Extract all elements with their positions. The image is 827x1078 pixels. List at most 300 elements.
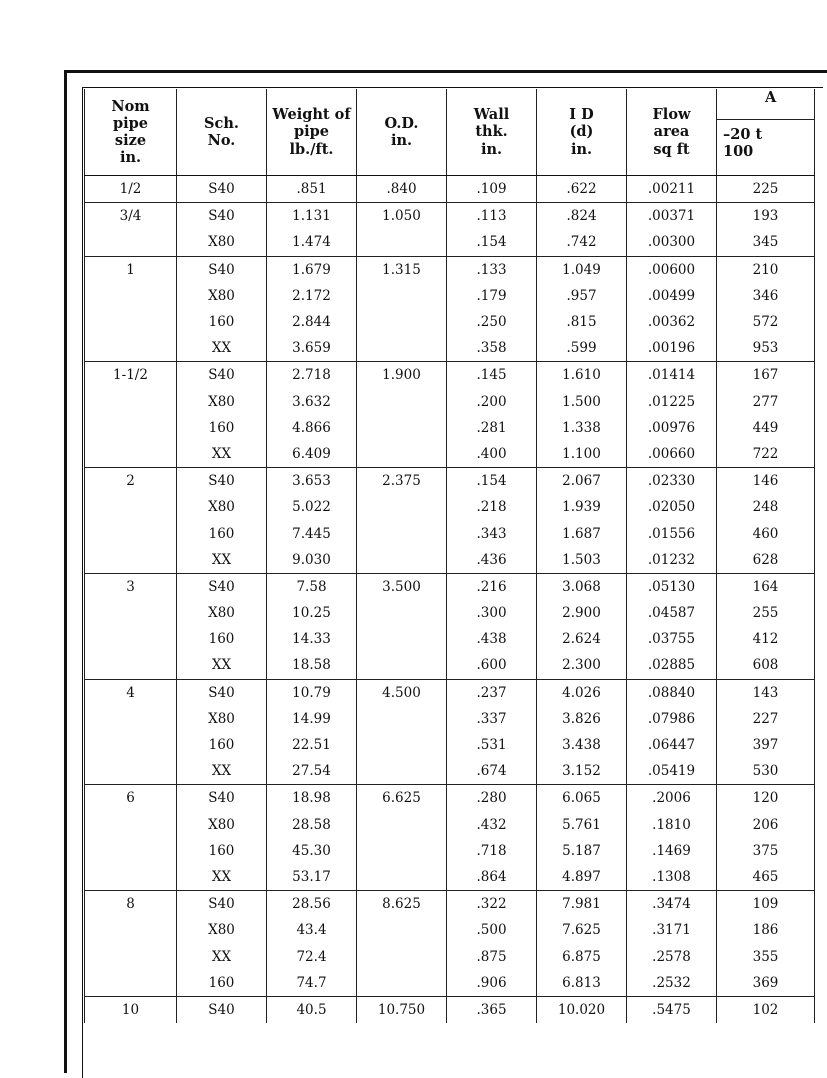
cell-flow-area: .06447 — [627, 732, 717, 758]
table-row — [85, 706, 815, 732]
cell-schedule: X80 — [177, 229, 267, 256]
table-header — [85, 89, 815, 176]
cell-nom-size — [85, 626, 177, 652]
cell-flow-area: .00362 — [627, 309, 717, 335]
cell-wall: .237 — [447, 679, 537, 706]
cell-weight: 10.25 — [267, 600, 357, 626]
cell-wall: .179 — [447, 283, 537, 309]
table-row — [85, 309, 815, 335]
table-row — [85, 573, 815, 600]
cell-schedule: X80 — [177, 283, 267, 309]
table-row — [85, 494, 815, 520]
cell-wall: .718 — [447, 838, 537, 864]
cell-flow-area: .2578 — [627, 943, 717, 969]
cell-nom-size — [85, 229, 177, 256]
cell-schedule: S40 — [177, 256, 267, 283]
table-row — [85, 203, 815, 230]
cell-schedule: XX — [177, 335, 267, 362]
cell-flow-area: .07986 — [627, 706, 717, 732]
cell-id: .824 — [537, 203, 627, 230]
cell-weight: 3.653 — [267, 468, 357, 495]
cell-wall: .133 — [447, 256, 537, 283]
table-body — [85, 176, 815, 1024]
cell-schedule: 160 — [177, 626, 267, 652]
cell-schedule: 160 — [177, 415, 267, 441]
cell-flow-area: .2532 — [627, 970, 717, 997]
cell-wall: .343 — [447, 520, 537, 546]
cell-schedule: S40 — [177, 891, 267, 918]
cell-truncated: 460 — [717, 520, 815, 546]
cell-od: 8.625 — [357, 891, 447, 918]
cell-id: 5.761 — [537, 812, 627, 838]
table-row — [85, 468, 815, 495]
cell-wall: .109 — [447, 176, 537, 203]
cell-od — [357, 864, 447, 891]
cell-nom-size — [85, 389, 177, 415]
table-row — [85, 838, 815, 864]
cell-truncated: 530 — [717, 758, 815, 785]
cell-od — [357, 229, 447, 256]
cell-truncated: 210 — [717, 256, 815, 283]
cell-weight: 72.4 — [267, 943, 357, 969]
cell-id: 1.939 — [537, 494, 627, 520]
cell-wall: .436 — [447, 547, 537, 574]
header-schedule: Sch. No. — [177, 89, 267, 176]
cell-truncated: 345 — [717, 229, 815, 256]
cell-id: 2.067 — [537, 468, 627, 495]
table-row — [85, 362, 815, 389]
cell-flow-area: .05130 — [627, 573, 717, 600]
cell-schedule: XX — [177, 547, 267, 574]
cell-schedule: 160 — [177, 309, 267, 335]
cell-truncated: 143 — [717, 679, 815, 706]
table-row — [85, 176, 815, 203]
cell-weight: 18.98 — [267, 785, 357, 812]
cell-schedule: XX — [177, 441, 267, 468]
cell-weight: 5.022 — [267, 494, 357, 520]
cell-flow-area: .02885 — [627, 652, 717, 679]
cell-id: 5.187 — [537, 838, 627, 864]
cell-od — [357, 626, 447, 652]
cell-flow-area: .00600 — [627, 256, 717, 283]
table-row — [85, 970, 815, 997]
cell-schedule: S40 — [177, 203, 267, 230]
cell-truncated: 164 — [717, 573, 815, 600]
cell-wall: .300 — [447, 600, 537, 626]
cell-id: 3.826 — [537, 706, 627, 732]
cell-flow-area: .00300 — [627, 229, 717, 256]
cell-schedule: S40 — [177, 176, 267, 203]
cell-wall: .438 — [447, 626, 537, 652]
cell-id: 1.100 — [537, 441, 627, 468]
cell-od — [357, 335, 447, 362]
cell-wall: .154 — [447, 468, 537, 495]
cell-od — [357, 812, 447, 838]
cell-weight: 45.30 — [267, 838, 357, 864]
cell-nom-size — [85, 943, 177, 969]
cell-nom-size: 6 — [85, 785, 177, 812]
cell-weight: 28.58 — [267, 812, 357, 838]
cell-truncated: 109 — [717, 891, 815, 918]
cell-truncated: 225 — [717, 176, 815, 203]
cell-truncated: 146 — [717, 468, 815, 495]
table-row — [85, 335, 815, 362]
cell-id: 1.500 — [537, 389, 627, 415]
cell-wall: .281 — [447, 415, 537, 441]
cell-truncated: 465 — [717, 864, 815, 891]
cell-wall: .358 — [447, 335, 537, 362]
table-row — [85, 758, 815, 785]
cell-wall: .154 — [447, 229, 537, 256]
cell-truncated: 572 — [717, 309, 815, 335]
cell-weight: 3.632 — [267, 389, 357, 415]
cell-weight: 28.56 — [267, 891, 357, 918]
table-row — [85, 996, 815, 1023]
cell-schedule: 160 — [177, 970, 267, 997]
cell-od: 3.500 — [357, 573, 447, 600]
cell-id: 1.338 — [537, 415, 627, 441]
cell-od — [357, 389, 447, 415]
cell-wall: .322 — [447, 891, 537, 918]
cell-id: .622 — [537, 176, 627, 203]
table-row — [85, 547, 815, 574]
cell-flow-area: .1308 — [627, 864, 717, 891]
cell-nom-size: 1-1/2 — [85, 362, 177, 389]
cell-nom-size: 1/2 — [85, 176, 177, 203]
cell-id: 3.152 — [537, 758, 627, 785]
cell-od — [357, 838, 447, 864]
cell-wall: .432 — [447, 812, 537, 838]
cell-od — [357, 547, 447, 574]
cell-flow-area: .08840 — [627, 679, 717, 706]
cell-od: .840 — [357, 176, 447, 203]
cell-id: 1.610 — [537, 362, 627, 389]
cell-schedule: X80 — [177, 494, 267, 520]
cell-wall: .906 — [447, 970, 537, 997]
cell-weight: 3.659 — [267, 335, 357, 362]
header-inner-diameter: I D (d) in. — [537, 89, 627, 176]
cell-flow-area: .01414 — [627, 362, 717, 389]
cell-nom-size: 8 — [85, 891, 177, 918]
cell-wall: .674 — [447, 758, 537, 785]
cell-nom-size — [85, 441, 177, 468]
cell-nom-size: 3/4 — [85, 203, 177, 230]
cell-flow-area: .00499 — [627, 283, 717, 309]
table-row — [85, 917, 815, 943]
cell-flow-area: .04587 — [627, 600, 717, 626]
cell-wall: .250 — [447, 309, 537, 335]
table-row — [85, 283, 815, 309]
header-outer-diameter: O.D. in. — [357, 89, 447, 176]
cell-weight: 6.409 — [267, 441, 357, 468]
cell-truncated: 102 — [717, 996, 815, 1023]
cell-od — [357, 441, 447, 468]
cell-id: 3.068 — [537, 573, 627, 600]
table-row — [85, 732, 815, 758]
cell-wall: .218 — [447, 494, 537, 520]
cell-flow-area: .02330 — [627, 468, 717, 495]
cell-schedule: 160 — [177, 732, 267, 758]
cell-wall: .113 — [447, 203, 537, 230]
header-nom-pipe-size: Nom pipe size in. — [85, 89, 177, 176]
cell-weight: 10.79 — [267, 679, 357, 706]
cell-truncated: 608 — [717, 652, 815, 679]
table-row — [85, 441, 815, 468]
cell-od — [357, 415, 447, 441]
cell-nom-size — [85, 970, 177, 997]
cell-weight: 4.866 — [267, 415, 357, 441]
table-row — [85, 520, 815, 546]
cell-flow-area: .01556 — [627, 520, 717, 546]
cell-nom-size — [85, 547, 177, 574]
cell-wall: .531 — [447, 732, 537, 758]
cell-truncated: 628 — [717, 547, 815, 574]
cell-flow-area: .00211 — [627, 176, 717, 203]
cell-weight: 22.51 — [267, 732, 357, 758]
table-row — [85, 389, 815, 415]
cell-truncated: 255 — [717, 600, 815, 626]
cell-wall: .280 — [447, 785, 537, 812]
cell-nom-size — [85, 600, 177, 626]
cell-nom-size — [85, 917, 177, 943]
cell-truncated: 397 — [717, 732, 815, 758]
cell-truncated: 227 — [717, 706, 815, 732]
table-row — [85, 679, 815, 706]
cell-schedule: X80 — [177, 706, 267, 732]
table-row — [85, 864, 815, 891]
cell-weight: 53.17 — [267, 864, 357, 891]
table-row — [85, 943, 815, 969]
cell-flow-area: .2006 — [627, 785, 717, 812]
cell-od — [357, 970, 447, 997]
cell-wall: .337 — [447, 706, 537, 732]
cell-wall: .145 — [447, 362, 537, 389]
cell-schedule: XX — [177, 943, 267, 969]
cell-id: 6.813 — [537, 970, 627, 997]
cell-nom-size — [85, 732, 177, 758]
cell-od — [357, 520, 447, 546]
cell-weight: 14.99 — [267, 706, 357, 732]
cell-id: 2.300 — [537, 652, 627, 679]
cell-wall: .200 — [447, 389, 537, 415]
cell-od — [357, 600, 447, 626]
cell-wall: .600 — [447, 652, 537, 679]
cell-weight: 7.445 — [267, 520, 357, 546]
cell-weight: .851 — [267, 176, 357, 203]
cell-schedule: 160 — [177, 520, 267, 546]
cell-flow-area: .5475 — [627, 996, 717, 1023]
cell-od — [357, 917, 447, 943]
cell-id: 7.981 — [537, 891, 627, 918]
cell-schedule: XX — [177, 864, 267, 891]
table-row — [85, 229, 815, 256]
table-row — [85, 785, 815, 812]
cell-schedule: XX — [177, 758, 267, 785]
cell-nom-size: 3 — [85, 573, 177, 600]
header-flow-area: Flow area sq ft — [627, 89, 717, 176]
cell-truncated: 167 — [717, 362, 815, 389]
cell-flow-area: .1810 — [627, 812, 717, 838]
cell-od: 1.900 — [357, 362, 447, 389]
cell-flow-area: .3474 — [627, 891, 717, 918]
cell-od: 2.375 — [357, 468, 447, 495]
cell-id: .742 — [537, 229, 627, 256]
cell-weight: 40.5 — [267, 996, 357, 1023]
cell-nom-size — [85, 838, 177, 864]
cell-weight: 43.4 — [267, 917, 357, 943]
cell-weight: 14.33 — [267, 626, 357, 652]
cell-nom-size: 2 — [85, 468, 177, 495]
cell-od: 1.050 — [357, 203, 447, 230]
cell-flow-area: .00196 — [627, 335, 717, 362]
cell-weight: 1.679 — [267, 256, 357, 283]
cell-flow-area: .02050 — [627, 494, 717, 520]
cell-od — [357, 494, 447, 520]
cell-flow-area: .03755 — [627, 626, 717, 652]
cell-nom-size: 1 — [85, 256, 177, 283]
cell-od — [357, 732, 447, 758]
cell-flow-area: .01225 — [627, 389, 717, 415]
cell-id: 10.020 — [537, 996, 627, 1023]
header-wall-thickness: Wall thk. in. — [447, 89, 537, 176]
header-truncated-column: A –20 t 100 — [717, 89, 815, 176]
cell-wall: .365 — [447, 996, 537, 1023]
cell-wall: .400 — [447, 441, 537, 468]
table-row — [85, 415, 815, 441]
cell-schedule: S40 — [177, 573, 267, 600]
cell-od — [357, 706, 447, 732]
cell-id: 6.065 — [537, 785, 627, 812]
cell-nom-size — [85, 520, 177, 546]
cell-od: 1.315 — [357, 256, 447, 283]
cell-id: 6.875 — [537, 943, 627, 969]
cell-schedule: 160 — [177, 838, 267, 864]
cell-nom-size — [85, 309, 177, 335]
cell-od: 4.500 — [357, 679, 447, 706]
cell-truncated: 186 — [717, 917, 815, 943]
cell-weight: 1.474 — [267, 229, 357, 256]
cell-truncated: 369 — [717, 970, 815, 997]
cell-schedule: X80 — [177, 600, 267, 626]
cell-weight: 74.7 — [267, 970, 357, 997]
cell-nom-size — [85, 758, 177, 785]
cell-truncated: 120 — [717, 785, 815, 812]
cell-id: .815 — [537, 309, 627, 335]
table-row — [85, 626, 815, 652]
cell-nom-size — [85, 415, 177, 441]
cell-flow-area: .1469 — [627, 838, 717, 864]
cell-schedule: XX — [177, 652, 267, 679]
cell-truncated: 449 — [717, 415, 815, 441]
cell-od: 10.750 — [357, 996, 447, 1023]
cell-flow-area: .3171 — [627, 917, 717, 943]
cell-id: 1.503 — [537, 547, 627, 574]
cell-truncated: 346 — [717, 283, 815, 309]
cell-truncated: 355 — [717, 943, 815, 969]
cell-truncated: 412 — [717, 626, 815, 652]
table-row — [85, 652, 815, 679]
cell-nom-size — [85, 706, 177, 732]
cell-nom-size — [85, 812, 177, 838]
cell-truncated: 375 — [717, 838, 815, 864]
cell-id: 3.438 — [537, 732, 627, 758]
cell-id: 2.624 — [537, 626, 627, 652]
cell-weight: 2.844 — [267, 309, 357, 335]
cell-nom-size — [85, 335, 177, 362]
cell-nom-size: 4 — [85, 679, 177, 706]
cell-schedule: X80 — [177, 812, 267, 838]
cell-weight: 2.718 — [267, 362, 357, 389]
cell-flow-area: .05419 — [627, 758, 717, 785]
cell-weight: 2.172 — [267, 283, 357, 309]
cell-id: 4.897 — [537, 864, 627, 891]
cell-schedule: X80 — [177, 389, 267, 415]
cell-od — [357, 309, 447, 335]
cell-id: 7.625 — [537, 917, 627, 943]
cell-weight: 9.030 — [267, 547, 357, 574]
cell-truncated: 722 — [717, 441, 815, 468]
cell-nom-size — [85, 494, 177, 520]
cell-od — [357, 943, 447, 969]
cell-truncated: 248 — [717, 494, 815, 520]
cell-id: 1.049 — [537, 256, 627, 283]
cell-flow-area: .00371 — [627, 203, 717, 230]
cell-wall: .216 — [447, 573, 537, 600]
cell-od: 6.625 — [357, 785, 447, 812]
cell-flow-area: .00660 — [627, 441, 717, 468]
table-row — [85, 600, 815, 626]
cell-nom-size — [85, 864, 177, 891]
cell-schedule: S40 — [177, 362, 267, 389]
cell-flow-area: .00976 — [627, 415, 717, 441]
table-row — [85, 891, 815, 918]
cell-weight: 7.58 — [267, 573, 357, 600]
cell-wall: .864 — [447, 864, 537, 891]
cell-truncated: 953 — [717, 335, 815, 362]
cell-id: .599 — [537, 335, 627, 362]
cell-od — [357, 652, 447, 679]
cell-schedule: S40 — [177, 679, 267, 706]
cell-wall: .875 — [447, 943, 537, 969]
cell-id: 4.026 — [537, 679, 627, 706]
cell-id: 2.900 — [537, 600, 627, 626]
cell-id: .957 — [537, 283, 627, 309]
header-weight: Weight of pipe lb./ft. — [267, 89, 357, 176]
cell-schedule: S40 — [177, 996, 267, 1023]
cell-od — [357, 283, 447, 309]
table-row — [85, 812, 815, 838]
cell-flow-area: .01232 — [627, 547, 717, 574]
pipe-data-table — [84, 89, 815, 1023]
cell-schedule: S40 — [177, 785, 267, 812]
cell-nom-size — [85, 652, 177, 679]
cell-nom-size — [85, 283, 177, 309]
cell-truncated: 277 — [717, 389, 815, 415]
cell-weight: 18.58 — [267, 652, 357, 679]
cell-od — [357, 758, 447, 785]
cell-id: 1.687 — [537, 520, 627, 546]
table-row — [85, 256, 815, 283]
cell-weight: 1.131 — [267, 203, 357, 230]
cell-nom-size: 10 — [85, 996, 177, 1023]
cell-schedule: S40 — [177, 468, 267, 495]
cell-wall: .500 — [447, 917, 537, 943]
cell-truncated: 206 — [717, 812, 815, 838]
cell-schedule: X80 — [177, 917, 267, 943]
cell-weight: 27.54 — [267, 758, 357, 785]
cell-truncated: 193 — [717, 203, 815, 230]
header-row — [85, 89, 815, 176]
